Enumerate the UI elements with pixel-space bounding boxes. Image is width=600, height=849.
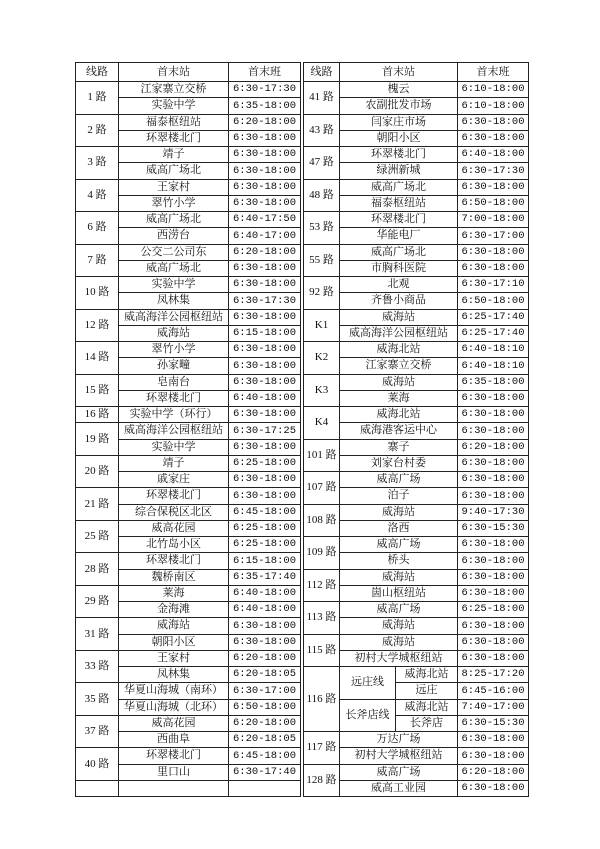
- route-cell: 35 路: [76, 683, 119, 716]
- service-hours: 6:30-18:00: [229, 310, 301, 326]
- stop-name: 北观: [340, 277, 458, 293]
- route-cell: 10 路: [76, 277, 119, 310]
- stop-name: 福泰枢纽站: [119, 115, 229, 131]
- stop-name: 远庄: [396, 683, 458, 699]
- stop-name: 绿洲新城: [340, 163, 458, 179]
- service-hours: 6:25-17:40: [458, 326, 529, 342]
- service-hours: 6:30-18:00: [229, 277, 301, 293]
- route-cell: 92 路: [304, 277, 340, 310]
- service-hours: 6:30-18:00: [229, 342, 301, 358]
- stop-name: 王家村: [119, 651, 229, 667]
- service-hours: 6:30-18:00: [229, 618, 301, 634]
- stop-name: 实验中学（环行）: [119, 407, 229, 423]
- stop-name: 靖子: [119, 456, 229, 472]
- service-hours: 7:40-17:00: [458, 700, 529, 716]
- service-hours: 6:30-18:00: [458, 651, 529, 667]
- stop-name: 威高花园: [119, 521, 229, 537]
- service-hours: 8:25-17:20: [458, 667, 529, 683]
- service-hours: 6:50-18:00: [458, 196, 529, 212]
- stop-name: 市胸科医院: [340, 261, 458, 277]
- route-cell: 19 路: [76, 423, 119, 456]
- stop-name: 威海北站: [340, 407, 458, 423]
- service-hours: 6:30-17:40: [229, 765, 301, 781]
- service-hours: 6:40-18:00: [229, 391, 301, 407]
- route-cell: 37 路: [76, 716, 119, 749]
- route-cell: K1: [304, 310, 340, 343]
- route-cell: 48 路: [304, 180, 340, 213]
- stop-name: 威高广场北: [340, 245, 458, 261]
- service-hours: 6:30-18:00: [229, 635, 301, 651]
- stop-name: 威海站: [340, 310, 458, 326]
- stop-name: 威高广场: [340, 537, 458, 553]
- stop-name: 莱海: [340, 391, 458, 407]
- stop-name: 北竹岛小区: [119, 537, 229, 553]
- stop-name: 寨子: [340, 440, 458, 456]
- service-hours: 6:10-18:00: [458, 82, 529, 98]
- stop-name: 金海滩: [119, 602, 229, 618]
- stop-name: 朝阳小区: [340, 131, 458, 147]
- service-hours: 6:30-17:30: [458, 163, 529, 179]
- route-cell: 12 路: [76, 310, 119, 343]
- stop-name: 威海站: [119, 618, 229, 634]
- service-hours: 6:35-18:00: [229, 98, 301, 114]
- service-hours: 6:30-18:00: [458, 456, 529, 472]
- service-hours: 6:30-18:00: [229, 180, 301, 196]
- stop-name: 环翠楼北门: [119, 391, 229, 407]
- stop-name: 威高广场北: [119, 212, 229, 228]
- service-hours: 6:30-18:00: [229, 375, 301, 391]
- service-hours: 6:20-18:05: [229, 732, 301, 748]
- stop-name: 威海北站: [396, 667, 458, 683]
- line-variant: 长斧店线: [340, 700, 396, 733]
- stop-name: 崮山枢纽站: [340, 586, 458, 602]
- stop-name: 皂南台: [119, 375, 229, 391]
- stop-name: 华能电厂: [340, 228, 458, 244]
- service-hours: 6:30-18:00: [458, 781, 529, 797]
- route-cell: 55 路: [304, 245, 340, 278]
- stop-name: 江家寨立交桥: [119, 82, 229, 98]
- route-cell: 41 路: [304, 82, 340, 115]
- stop-name: 威海站: [340, 635, 458, 651]
- route-cell: 7 路: [76, 245, 119, 278]
- route-cell: 47 路: [304, 147, 340, 180]
- route-cell: K2: [304, 342, 340, 375]
- service-hours: 6:30-18:00: [458, 732, 529, 748]
- stop-name: 环翠楼北门: [119, 553, 229, 569]
- stop-name: 泊子: [340, 488, 458, 504]
- route-cell: 101 路: [304, 440, 340, 473]
- stop-name: 里口山: [119, 765, 229, 781]
- line-variant: 远庄线: [340, 667, 396, 700]
- service-hours: 6:20-18:00: [229, 651, 301, 667]
- route-cell: 117 路: [304, 732, 340, 765]
- service-hours: 6:30-17:00: [458, 228, 529, 244]
- service-hours: 6:30-18:00: [458, 537, 529, 553]
- service-hours: 6:30-18:00: [229, 488, 301, 504]
- stop-name: 凤林集: [119, 293, 229, 309]
- route-cell: 14 路: [76, 342, 119, 375]
- stop-name: 威高广场北: [119, 163, 229, 179]
- service-hours: 6:30-18:00: [458, 180, 529, 196]
- stop-name: 翠竹小学: [119, 342, 229, 358]
- stop-name: 实验中学: [119, 98, 229, 114]
- route-cell: 116 路: [304, 667, 340, 732]
- service-hours: 6:20-18:05: [229, 667, 301, 683]
- stop-name: 实验中学: [119, 440, 229, 456]
- stop-name: 环翠楼北门: [119, 488, 229, 504]
- stop-name: 农副批发市场: [340, 98, 458, 114]
- stop-name: 威海站: [119, 326, 229, 342]
- stop-name: 长斧店: [396, 716, 458, 732]
- service-hours: 6:30-18:00: [458, 131, 529, 147]
- stop-name: 威海港客运中心: [340, 423, 458, 439]
- route-cell: 1 路: [76, 82, 119, 115]
- service-hours: 6:40-17:50: [229, 212, 301, 228]
- stop-name: 万达广场: [340, 732, 458, 748]
- service-hours: 6:30-18:00: [458, 635, 529, 651]
- stop-name: 西曲阜: [119, 732, 229, 748]
- header-route: 线路: [304, 63, 340, 82]
- service-hours: 6:20-18:00: [229, 115, 301, 131]
- route-cell: 28 路: [76, 553, 119, 586]
- route-cell: 25 路: [76, 521, 119, 554]
- stop-name: 初村大学城枢纽站: [340, 748, 458, 764]
- service-hours: 6:35-18:00: [458, 375, 529, 391]
- route-cell: 128 路: [304, 765, 340, 798]
- service-hours: 6:50-18:00: [458, 293, 529, 309]
- service-hours: 6:30-17:30: [229, 82, 301, 98]
- service-hours: 6:25-17:40: [458, 310, 529, 326]
- stop-name: 综合保税区北区: [119, 505, 229, 521]
- service-hours: 6:30-17:25: [229, 423, 301, 439]
- stop-name: 王家村: [119, 180, 229, 196]
- service-hours: 6:15-18:00: [229, 553, 301, 569]
- service-hours: 6:45-16:00: [458, 683, 529, 699]
- route-cell: 107 路: [304, 472, 340, 505]
- service-hours: 6:30-18:00: [229, 163, 301, 179]
- stop-name: 威高广场北: [340, 180, 458, 196]
- route-cell: 40 路: [76, 748, 119, 781]
- stop-name: 戚家庄: [119, 472, 229, 488]
- service-hours: 6:40-18:10: [458, 358, 529, 374]
- route-cell: 21 路: [76, 488, 119, 521]
- stop-name: 威高工业园: [340, 781, 458, 797]
- service-hours: 6:30-18:00: [458, 407, 529, 423]
- service-hours: 6:30-18:00: [458, 748, 529, 764]
- stop-name: 槐云: [340, 82, 458, 98]
- service-hours: 6:30-18:00: [458, 618, 529, 634]
- route-cell: 20 路: [76, 456, 119, 489]
- route-cell: K3: [304, 375, 340, 408]
- stop-name: 凤林集: [119, 667, 229, 683]
- service-hours: 6:40-18:00: [458, 147, 529, 163]
- stop-name: 齐鲁小商品: [340, 293, 458, 309]
- service-hours: 6:30-15:30: [458, 521, 529, 537]
- stop-name: 西涝台: [119, 228, 229, 244]
- stop-name: 环翠楼北门: [340, 147, 458, 163]
- service-hours: 6:25-18:00: [229, 456, 301, 472]
- stop-name: 威高广场北: [119, 261, 229, 277]
- service-hours: 6:30-18:00: [458, 261, 529, 277]
- service-hours: 6:30-18:00: [229, 440, 301, 456]
- route-cell: 31 路: [76, 618, 119, 651]
- stop-name: 威海站: [340, 618, 458, 634]
- stop-name: 威海北站: [396, 700, 458, 716]
- service-hours: 6:30-17:00: [229, 683, 301, 699]
- route-table-left: [75, 62, 301, 797]
- service-hours: 6:30-18:00: [229, 147, 301, 163]
- stop-name: 刘家台村委: [340, 456, 458, 472]
- service-hours: 6:30-18:00: [229, 196, 301, 212]
- stop-name: 翠竹小学: [119, 196, 229, 212]
- stop-name: 威高海洋公园枢纽站: [119, 423, 229, 439]
- service-hours: 6:30-18:00: [229, 131, 301, 147]
- route-cell: 33 路: [76, 651, 119, 684]
- service-hours: 6:30-18:00: [458, 423, 529, 439]
- route-cell: 53 路: [304, 212, 340, 245]
- empty-cell: [76, 781, 119, 797]
- service-hours: 6:40-18:00: [229, 586, 301, 602]
- stop-name: 福泰枢纽站: [340, 196, 458, 212]
- service-hours: 6:25-18:00: [229, 537, 301, 553]
- stop-name: 闫家庄市场: [340, 115, 458, 131]
- service-hours: 6:30-18:00: [229, 261, 301, 277]
- stop-name: 威高海洋公园枢纽站: [340, 326, 458, 342]
- header-stops: 首末站: [119, 63, 229, 82]
- service-hours: 6:30-18:00: [458, 391, 529, 407]
- service-hours: 6:20-18:00: [458, 440, 529, 456]
- stop-name: 江家寨立交桥: [340, 358, 458, 374]
- stop-name: 魏桥南区: [119, 570, 229, 586]
- stop-name: 威高广场: [340, 472, 458, 488]
- service-hours: 6:30-18:00: [458, 488, 529, 504]
- service-hours: 6:40-18:00: [229, 602, 301, 618]
- service-hours: 6:50-18:00: [229, 700, 301, 716]
- service-hours: 6:40-17:00: [229, 228, 301, 244]
- service-hours: 6:20-18:00: [229, 716, 301, 732]
- service-hours: 6:30-17:30: [229, 293, 301, 309]
- service-hours: 6:30-18:00: [229, 407, 301, 423]
- service-hours: 6:35-17:40: [229, 570, 301, 586]
- header-times: 首末班: [229, 63, 301, 82]
- service-hours: 6:30-15:30: [458, 716, 529, 732]
- stop-name: 威高海洋公园枢纽站: [119, 310, 229, 326]
- service-hours: 6:30-18:00: [458, 115, 529, 131]
- route-cell: 16 路: [76, 407, 119, 423]
- stop-name: 孙家疃: [119, 358, 229, 374]
- service-hours: 6:40-18:10: [458, 342, 529, 358]
- route-cell: 6 路: [76, 212, 119, 245]
- stop-name: 环翠楼北门: [119, 748, 229, 764]
- service-hours: 6:30-18:00: [229, 358, 301, 374]
- stop-name: 威高广场: [340, 602, 458, 618]
- route-cell: 3 路: [76, 147, 119, 180]
- route-cell: 109 路: [304, 537, 340, 570]
- service-hours: 6:10-18:00: [458, 98, 529, 114]
- empty-cell: [229, 781, 301, 797]
- service-hours: 6:30-18:00: [458, 472, 529, 488]
- header-route: 线路: [76, 63, 119, 82]
- header-times: 首末班: [458, 63, 529, 82]
- service-hours: 6:20-18:00: [229, 245, 301, 261]
- route-cell: 2 路: [76, 115, 119, 148]
- stop-name: 实验中学: [119, 277, 229, 293]
- route-cell: 15 路: [76, 375, 119, 408]
- empty-cell: [119, 781, 229, 797]
- service-hours: 7:00-18:00: [458, 212, 529, 228]
- stop-name: 环翠楼北门: [340, 212, 458, 228]
- service-hours: 6:30-18:00: [458, 586, 529, 602]
- service-hours: 6:20-18:00: [458, 765, 529, 781]
- service-hours: 6:30-18:00: [458, 245, 529, 261]
- service-hours: 6:30-17:10: [458, 277, 529, 293]
- header-stops: 首末站: [340, 63, 458, 82]
- stop-name: 威高广场: [340, 765, 458, 781]
- stop-name: 威海站: [340, 505, 458, 521]
- route-cell: 43 路: [304, 115, 340, 148]
- stop-name: 华夏山海城（南环）: [119, 683, 229, 699]
- route-cell: 112 路: [304, 570, 340, 603]
- stop-name: 威海站: [340, 570, 458, 586]
- stop-name: 靖子: [119, 147, 229, 163]
- stop-name: 洛西: [340, 521, 458, 537]
- service-hours: 6:30-18:00: [229, 472, 301, 488]
- service-hours: 6:15-18:00: [229, 326, 301, 342]
- stop-name: 威高花园: [119, 716, 229, 732]
- stop-name: 莱海: [119, 586, 229, 602]
- stop-name: 环翠楼北门: [119, 131, 229, 147]
- stop-name: 朝阳小区: [119, 635, 229, 651]
- route-table-right: [303, 62, 529, 797]
- stop-name: 公交二公司东: [119, 245, 229, 261]
- service-hours: 9:40-17:30: [458, 505, 529, 521]
- service-hours: 6:30-18:00: [458, 570, 529, 586]
- service-hours: 6:25-18:00: [229, 521, 301, 537]
- stop-name: 桥头: [340, 553, 458, 569]
- route-cell: 29 路: [76, 586, 119, 619]
- route-cell: 113 路: [304, 602, 340, 635]
- route-cell: K4: [304, 407, 340, 440]
- service-hours: 6:45-18:00: [229, 505, 301, 521]
- route-cell: 115 路: [304, 635, 340, 668]
- route-cell: 108 路: [304, 505, 340, 538]
- stop-name: 华夏山海城（北环）: [119, 700, 229, 716]
- route-cell: 4 路: [76, 180, 119, 213]
- service-hours: 6:45-18:00: [229, 748, 301, 764]
- service-hours: 6:25-18:00: [458, 602, 529, 618]
- stop-name: 威海北站: [340, 342, 458, 358]
- stop-name: 威海站: [340, 375, 458, 391]
- stop-name: 初村大学城枢纽站: [340, 651, 458, 667]
- service-hours: 6:30-18:00: [458, 553, 529, 569]
